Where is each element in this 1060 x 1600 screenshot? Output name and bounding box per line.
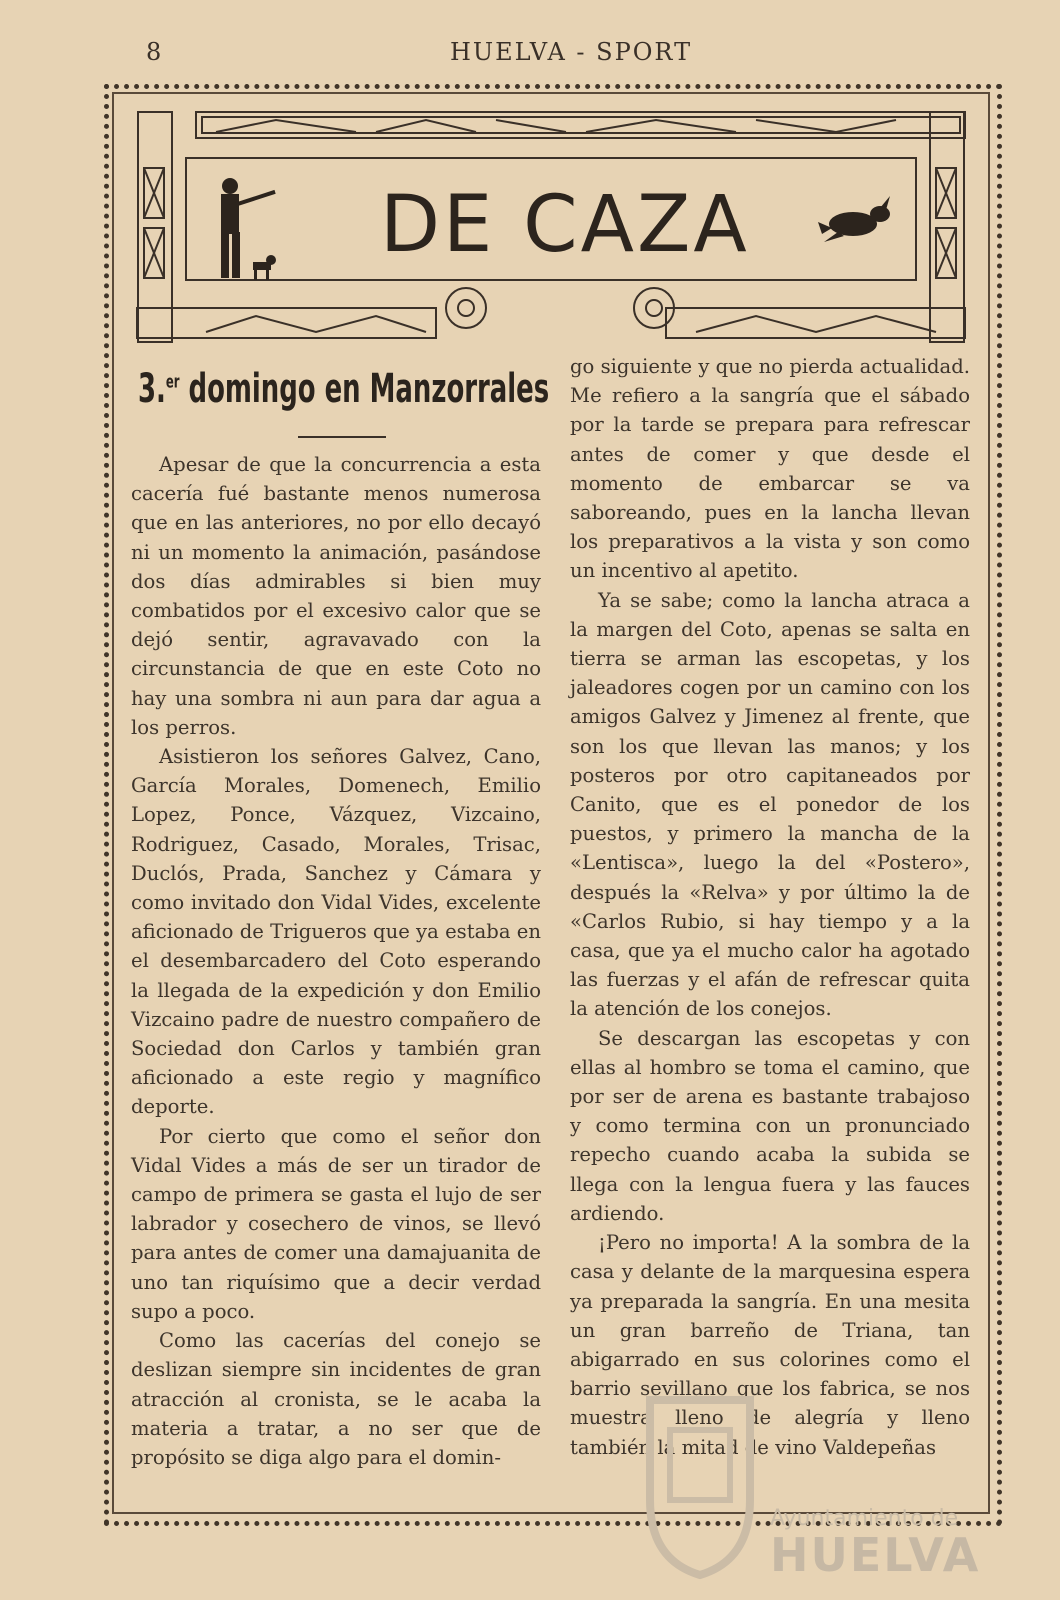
page-number: 8 (146, 38, 162, 66)
right-column (570, 352, 970, 1462)
left-column (131, 450, 541, 1472)
watermark-city: HUELVA (770, 1528, 981, 1582)
paragraph: ¡Pero no importa! A la sombra de la casa y delante de la marquesina espera ya preparada la sangría. En una mesita un gran barreño de Triana, tan abigarrado en sus colorines como el barrio sevillano que los fabrica, se nos muestra lleno de alegría y lleno también la mitad de vino Valdepeñas (570, 1231, 970, 1459)
paragraph: Se descargan las escopetas y con ellas al hombro se toma el camino, que por ser de arena es bastante trabajoso y como termina con un pronunciado repecho cuando acaba la subida se llega con la lengua fuera y las fauces ardiendo. (570, 1026, 970, 1225)
article-title: 3.$^{er}$ domingo en Manzorrales (138, 366, 550, 412)
city-shield-watermark (640, 1390, 760, 1580)
paragraph: go siguiente y que no pierda actualidad. Me refiero a la sangría que el sábado por la tarde se prepara para refrescar antes de comer y que desde el momento de embarcar se va saboreando, pues en la lancha llevan los preparativos a la vista y son como un incentivo al apetito. (570, 355, 970, 583)
watermark-text: Ayuntamiento de (770, 1506, 959, 1531)
paragraph: Ya se sabe; como la lancha atraca a la margen del Coto, apenas se salta en tierra se arman las escopetas, y los jaleadores cogen por un camino con los amigos Galvez y Jimenez al frente, que son los que llevan las manos; y los posteros por otro capitaneados por Canito, que es el ponedor de los puestos, y primero la mancha de la «Lentisca», luego la del «Postero», después la «Relva» y por último la de «Carlos Rubio, si hay tiempo y a la casa, que ya el mucho calor ha agotado las fuerzas y el afán de refrescar quita la atención de los conejos. (570, 588, 970, 1021)
hunter-with-dog-icon (205, 176, 285, 286)
paragraph: Apesar de que la concurrencia a esta cacería fué bastante menos numerosa que en las anteriores, no por ello decayó ni un momento la animación, pasándose dos días admirables si bien muy combatidos por el excesivo calor que se dejó sentir, agravavado con la circunstancia de que en este Coto no hay una sombra ni aun para dar agua a los perros. (131, 453, 541, 739)
title-divider (298, 436, 386, 438)
paragraph: Como las cacerías del conejo se deslizan siempre sin incidentes de gran atracción al cronista, se le acaba la materia a tratar, a no ser que de propósito se diga algo para el domin- (131, 1329, 541, 1469)
paragraph: Asistieron los señores Galvez, Cano, García Morales, Domenech, Emilio Lopez, Ponce, Vázquez, Vizcaino, Rodriguez, Casado, Morales, Trisac, Duclós, Prada, Sanchez y Cámara y como invitado don Vidal Vides, excelente aficionado de Trigueros que ya estaba en el desembarcadero del Coto esperando la llegada de la expedición y don Emilio Vizcaino padre de nuestro compañero de Sociedad don Carlos y también gran aficionado a este regio y magnífico deporte. (131, 745, 541, 1119)
running-head: HUELVA - SPORT (450, 38, 693, 66)
section-banner-title: DE CAZA (380, 180, 750, 270)
running-rabbit-icon (818, 194, 898, 244)
paragraph: Por cierto que como el señor don Vidal Vides a más de ser un tirador de campo de primera se gasta el lujo de ser labrador y cosechero de vinos, se llevó para antes de comer una damajuanita de uno tan riquísimo que a decir verdad supo a poco. (131, 1124, 541, 1323)
